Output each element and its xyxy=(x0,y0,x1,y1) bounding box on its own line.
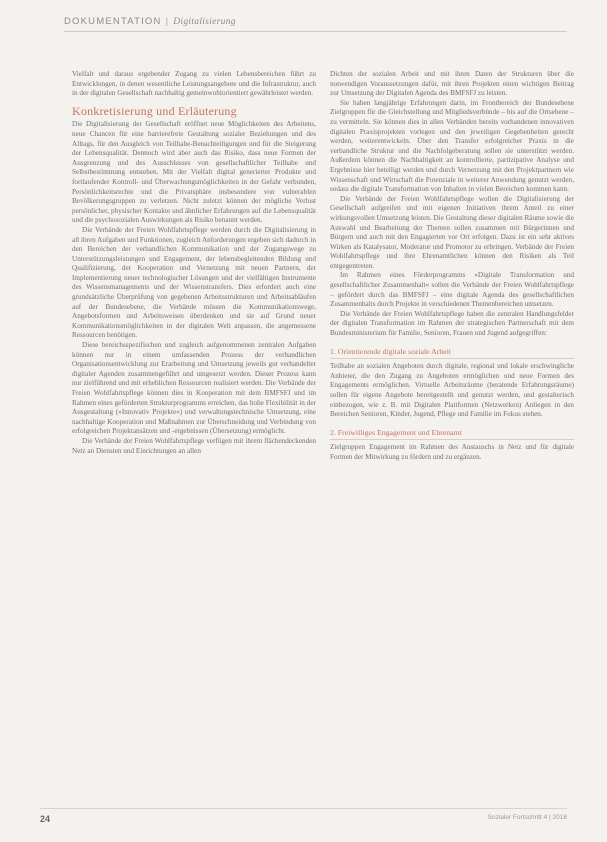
body-paragraph: Die Verbände der Freien Wohlfahrtspflege haben die zentralen Handlungsfelder der digitalen Transformation im Rahmen der strategischen Partnerschaft mit dem Bundesministerium für Familie, Senioren, Frauen und Jugend aufgegriffen: xyxy=(330,309,574,338)
subsection-2-text: Zielgruppen Engagement im Rahmen des Austauschs in Netz und für digitale Formen der Mitwirkung zu fördern und zu ergänzen. xyxy=(330,443,574,461)
running-header xyxy=(64,16,236,27)
subsection-label: Digitalisierung xyxy=(173,17,236,27)
header-rule xyxy=(64,31,567,32)
right-column xyxy=(330,70,574,463)
body-paragraph: Die Verbände der Freien Wohlfahrtspflege werden durch die Digitalisierung in all ihren Aufgaben und Funktionen, zugleich Anforderungen ergeben sich dadurch in den Bereichen der verbandlichen Kommunikation und der Zugangswege zu Unterstützungsleistungen und Engagement, der lebensbegleitenden Bildung und Qualifizierung, der Kooperation und Vernetzung mit neuen Partnern, der Implementierung neuer technologischer Lösungen und der vielfältigen Instrumente des Wissensmanagements und der Wissenstransfers. Dies erfordert auch eine grundsätzliche Überprüfung von gegebenen Arbeitsstrukturen und Arbeitsabläufen auf der Bundesebene, die Verbände müssen die Kommunikationswege, Angebotsformen und Arbeitsweisen überdenken und sie auf Grund neuer Kommunikationsmöglichkeiten in der digitalen Welt anpassen, die angemessene Ressourcen benötigen. xyxy=(72,225,316,340)
body-paragraph: Sie haben langjährige Erfahrungen darin, im Frontbereich der Bundesebene Zielgruppen für die Gleichstellung und Mitgliedsverbünde – bis auf die Ortsebene – zu vermitteln. Sie können dies in allen Verbänden bereits vorhandenen innovativen digitalen Praxisprojekten vorlegen und den jeweiligen Gegebenheiten gerecht werden, weiterentwickeln. Über den Transfer erfolgreicher Praxis in die verbandliche Struktur und die Nachfolgeberatung sollen sie unterstützt werden. Außerdem können die Nachhaltigkeit an kontrollierte, partizipative Analyse und Ergebnisse hier beteiligt werden und durch Vernetzung mit den Projektpartnern wie Wissenschaft und Wirtschaft die Potenziale in weiterer Anwendung genutzt werden, sodass die digitale Transformation von Inhalten in vielen Bereichen kommen kann. xyxy=(330,98,574,194)
subheading-2: 2. Freiwilliges Engagement und Ehrenamt xyxy=(330,428,574,441)
body-paragraph: Im Rahmen eines Förderprogramms »Digitale Transformation und gesellschaftlicher Zusammenhalt« sollen die Verbände der Freien Wohlfahrtspflege – gefördert durch das BMFSFJ – eine digitale Agenda des gesellschaftlichen Zusammenhalts durch Projekte in verschiedenen Themenbereichen umsetzen. xyxy=(330,271,574,309)
journal-label: Sozialer Fortschritt 4 | 2018 xyxy=(487,814,567,821)
intro-paragraph: Vielfalt und daraus ergebender Zugang zu vielen Lebensbereichen führt zu Entwicklungen, in denen wesentliche Leistungsangebote und die Infrastruktur, auch in der digitalen Gesellschaft nachhaltig gemeinwohlorientiert gewährleistet werden. xyxy=(72,70,316,98)
section-label: DOKUMENTATION xyxy=(64,16,162,27)
header-separator: | xyxy=(165,16,170,27)
page-number: 24 xyxy=(40,814,51,824)
section-heading: Konkretisierung und Erläuterung xyxy=(72,103,237,118)
footer-rule xyxy=(40,808,567,809)
left-column xyxy=(72,70,316,456)
body-paragraph: Die Verbände der Freien Wohlfahrtspflege verfügen mit ihrem flächendeckenden Netz an Diensten und Einrichtungen an allen xyxy=(72,436,316,455)
body-paragraph: Die Verbände der Freien Wohlfahrtspflege wollen die Digitalisierung der Gesellschaft aufgreifen und mit eigenen Initiativen ihrem Anteil zu einer wirkungsvollen Umsetzung leisten. Die Gestaltung dieser digitalen Räume sowie die Auswahl und Bearbeitung der Themen sollen zusammen mit Bürgerinnen und Bürgern und auch mit den Engagierten vor Ort erfolgen. Dazu ist ein sehr aktives Wirken als Katalysator, Moderator und Promotor zu erbringen. Verbände der Freien Wohlfahrtspflege und ihre Ehrenamtlichen können den Risiken als Teil entgegentreten. xyxy=(330,194,574,270)
body-paragraph: Diese bereichsspezifischen und zugleich aufgenommenen zentralen Aufgaben können nur in einem umfassenden Prozess der verbandlichen Organisationsentwicklung zur Erarbeitung und Umsetzung jeweils gut verhandelter digitaler Agenden zusammengeführt und umgesetzt werden. Dieser Prozess kann nur zielführend und mit erheblichen Ressourcen realisiert werden. Die Verbände der Freien Wohlfahrtspflege können dies in Kooperation mit dem BMFSFJ und im Rahmen eines geförderten Strukturprogramms erreichen, das hohe Flexibilität in der Ausgestaltung (»Innovativ Projekte«) und verwaltungstechnische Umsetzung, eine nachhaltige Kooperation und Maßnahmen zur Überschneidung und Verbindung von erfolgreichen Projektansätzen und -ergebnissen (Übersetzung) ermöglicht. xyxy=(72,341,316,436)
subheading-1: 1. Orientierende digitale soziale Arbeit xyxy=(330,347,574,360)
subsection-1-text: Teilhabe an sozialen Angeboten durch digitale, regional und lokale erschwingliche Anbieter, die den Zugang zu Angeboten ermöglichen und neue Formen des Engagements ermöglichen. Virtuelle Arbeitsräume (beratende Erfahrungsräume) sollen für eigene Angebote bereitgestellt und genutzt werden, und gestalterisch einbezogen, wie z. B. mit Digitalen Plattformen (Netzwerken) Anliegen in den Bereichen Senioren, Kinder, Jugend, Pflege und Familie im Fokus stehen. xyxy=(330,362,574,419)
body-paragraph: Dichten der sozialen Arbeit und mit ihren Daten der Strukturen über die notwendigen Voraussetzungen dafür, mit ihren Projekten einen wichtigen Beitrag zur Umsetzung der Digitalen Agenda des BMFSFJ zu leisten. xyxy=(330,70,574,98)
body-paragraph: Die Digitalisierung der Gesellschaft eröffnet neue Möglichkeiten des Arbeitens, neue Chancen für eine barrierefreie Gestaltung sozialer Beziehungen und des Alltags, für den Ausgleich von Teilhabe-Benachteiligungen und für die Steigerung der Lebensqualität. Dennoch wird aber auch das Risiko, dass neue Formen der Ausgrenzung und des Ausschlusses von gesellschaftlicher Teilhabe und Selbstbestimmung entstehen. Mit der Vielfalt digital generierter Produkte und fortlaufender Kontroll- und Überwachungsmöglichkeiten in der Gefahr verbunden, Persönlichkeitsrechte und die Privatsphäre insbesondere von vulnerablen Bevölkerungsgruppen zu verletzen. Nicht zuletzt können der mögliche Verlust persönlicher, physischer Kontakte und ähnlicher Erfahrungen auf die Lebensqualität und die psychosozialen Auswirkungen als Risiko benannt werden. xyxy=(72,120,316,225)
